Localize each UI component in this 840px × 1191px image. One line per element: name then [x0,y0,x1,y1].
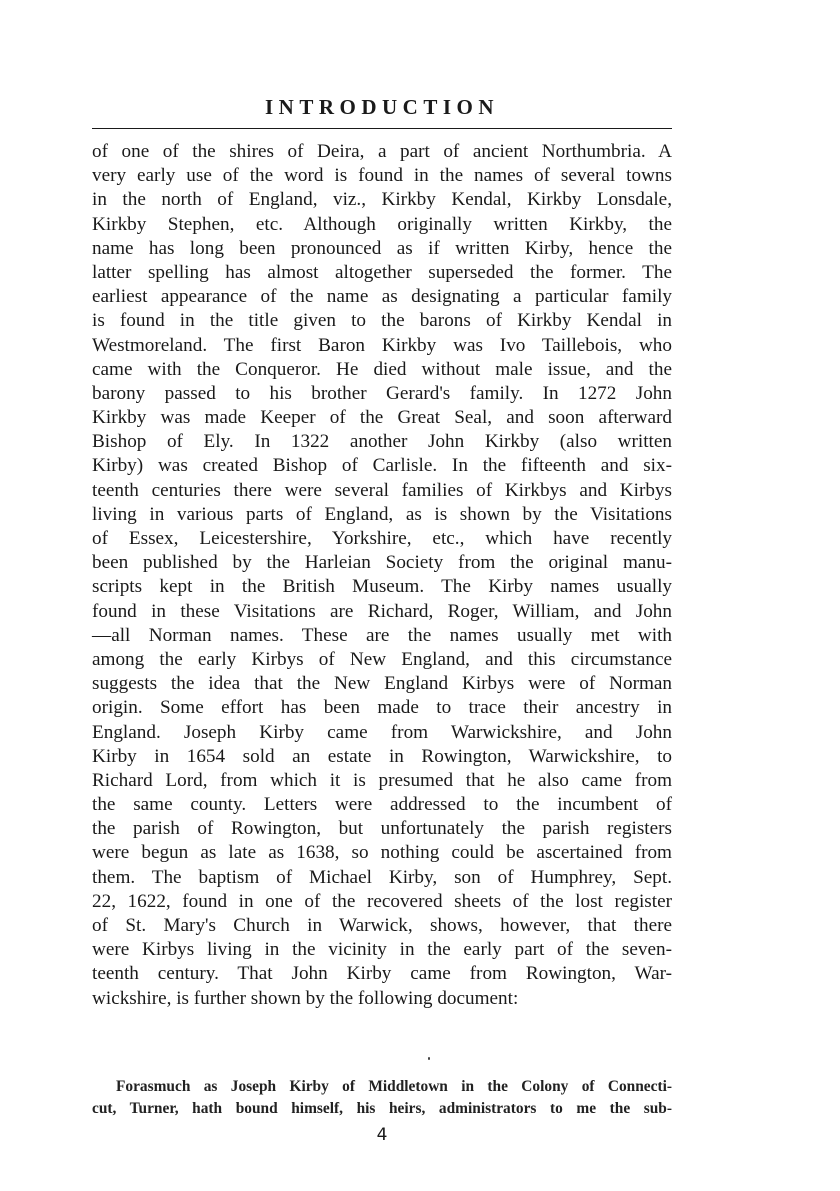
body-line: in the north of England, viz., Kirkby Kendal, Kirkby Lonsdale, [92,189,672,211]
body-line: barony passed to his brother Gerard's family. In 1272 John [92,382,672,404]
body-line: among the early Kirbys of New England, and this circumstance [92,648,672,670]
body-line: very early use of the word is found in the names of several towns [92,165,672,187]
body-line: the same county. Letters were addressed to the incumbent of [92,794,672,816]
body-line: scripts kept in the British Museum. The Kirby names usually [92,576,672,598]
body-line: latter spelling has almost altogether superseded the former. The [92,261,672,283]
body-line: Bishop of Ely. In 1322 another John Kirkby (also written [92,431,672,453]
body-line: Kirkby was made Keeper of the Great Seal, and soon afterward [92,407,672,429]
print-speck [428,1057,430,1060]
body-line: name has long been pronounced as if written Kirby, hence the [92,237,672,259]
body-line: —all Norman names. These are the names usually met with [92,624,672,646]
body-line: Richard Lord, from which it is presumed that he also came from [92,769,672,791]
quoted-document [92,1076,672,1120]
quote-line: Forasmuch as Joseph Kirby of Middletown in the Colony of Connecti- [116,1078,672,1095]
body-line: teenth century. That John Kirby came from Rowington, War- [92,963,672,985]
body-line: been published by the Harleian Society from the original manu- [92,552,672,574]
body-line: Kirby) was created Bishop of Carlisle. In the fifteenth and six- [92,455,672,477]
body-line: teenth centuries there were several families of Kirkbys and Kirbys [92,479,672,501]
header-rule [92,128,672,129]
body-line: them. The baptism of Michael Kirby, son of Humphrey, Sept. [92,866,672,888]
body-line: Kirby in 1654 sold an estate in Rowington, Warwickshire, to [92,745,672,767]
body-line: came with the Conqueror. He died without male issue, and the [92,358,672,380]
body-line: England. Joseph Kirby came from Warwickshire, and John [92,721,672,743]
body-line: earliest appearance of the name as designating a particular family [92,286,672,308]
body-line: suggests the idea that the New England Kirbys were of Norman [92,673,672,695]
page-number: 4 [376,1125,388,1145]
body-line: is found in the title given to the barons of Kirkby Kendal in [92,310,672,332]
body-line: the parish of Rowington, but unfortunately the parish registers [92,818,672,840]
body-line: living in various parts of England, as is shown by the Visitations [92,503,672,525]
body-line: Westmoreland. The first Baron Kirkby was Ivo Taillebois, who [92,334,672,356]
body-line: of Essex, Leicestershire, Yorkshire, etc., which have recently [92,528,672,549]
body-line: Kirkby Stephen, etc. Although originally written Kirkby, the [92,213,672,235]
body-line: wickshire, is further shown by the following document: [92,987,519,1009]
body-line: of one of the shires of Deira, a part of ancient Northumbria. A [92,141,672,162]
body-line: were begun as late as 1638, so nothing could be ascertained from [92,842,672,864]
body-line: found in these Visitations are Richard, Roger, William, and John [92,600,672,622]
body-line: origin. Some effort has been made to trace their ancestry in [92,697,672,719]
body-line: were Kirbys living in the vicinity in the early part of the seven- [92,939,672,961]
body-line: of St. Mary's Church in Warwick, shows, however, that there [92,915,672,936]
body-line: 22, 1622, found in one of the recovered sheets of the lost register [92,890,672,912]
body-paragraph [92,140,672,1011]
quote-line: cut, Turner, hath bound himself, his heirs, administrators to me the sub- [92,1100,672,1117]
running-head-title: INTRODUCTION [264,95,500,119]
